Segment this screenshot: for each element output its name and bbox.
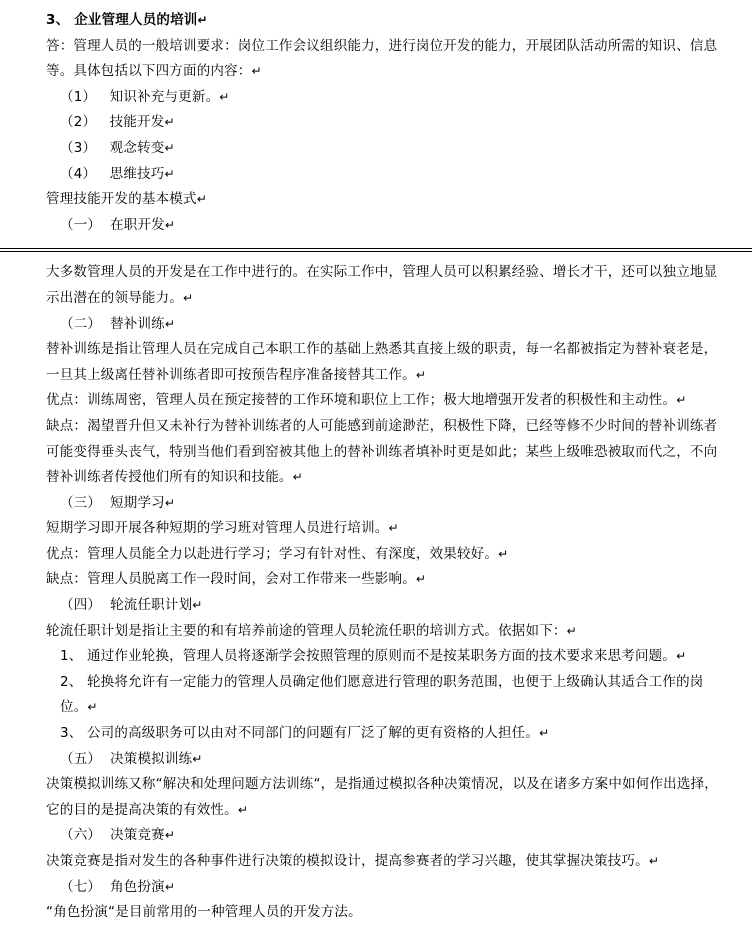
numbered-item-text: 1、 通过作业轮换，管理人员将逐渐学会按照管理的原则而不是按某职务方面的技术要求来思考问题。 xyxy=(60,648,677,665)
list-item xyxy=(46,213,730,239)
paragraph-mark: ↵ xyxy=(292,470,303,485)
list-item-text: （3） 观念转变 xyxy=(60,139,165,156)
paragraph-mark: ↵ xyxy=(219,89,230,104)
section-break-rule-bottom xyxy=(0,251,752,252)
paragraph-mark: ↵ xyxy=(164,316,176,331)
body-text: 优点：训练周密，管理人员在预定接替的工作环境和职位上工作；极大地增强开发者的积极性和主动性。 xyxy=(46,392,677,409)
body-paragraph xyxy=(46,772,730,823)
list-item-text: （三） 短期学习 xyxy=(60,494,165,511)
list-item-text: （二） 替补训练 xyxy=(60,315,165,332)
list-item xyxy=(46,312,730,338)
paragraph-mark: ↵ xyxy=(539,726,550,741)
body-paragraph xyxy=(46,542,730,568)
body-text: 大多数管理人员的开发是在工作中进行的。在实际工作中，管理人员可以积累经验、增长才干，还可以独立地显示出潜在的领导能力。 xyxy=(46,264,718,306)
paragraph-mark: ↵ xyxy=(196,192,207,207)
list-item xyxy=(46,875,730,901)
body-text: 轮流任职计划是指让主要的和有培养前途的管理人员轮流任职的培训方式。依据如下： xyxy=(46,622,567,639)
paragraph-mark: ↵ xyxy=(388,521,399,536)
list-item xyxy=(46,162,730,188)
body-text: 优点：管理人员能全力以赴进行学习；学习有针对性、有深度，效果较好。 xyxy=(46,545,499,562)
paragraph-mark: ↵ xyxy=(566,623,577,638)
paragraph-mark: ↵ xyxy=(415,572,427,587)
body-text: “角色扮演“是目前常用的一种管理人员的开发方法。 xyxy=(46,904,362,921)
list-item xyxy=(46,85,730,111)
paragraph-mark: ↵ xyxy=(164,166,175,181)
body-paragraph xyxy=(46,619,730,645)
list-item-text: （四） 轮流任职计划 xyxy=(60,597,193,614)
body-text: 缺点：管理人员脱离工作一段时间，会对工作带来一些影响。 xyxy=(46,571,416,588)
paragraph-mark: ↵ xyxy=(164,140,175,155)
paragraph-mark: ↵ xyxy=(87,700,98,715)
body-text: 决策竞赛是指对发生的各种事件进行决策的模拟设计，提高参赛者的学习兴趣，使其掌握决策技巧。 xyxy=(46,853,649,869)
body-paragraph xyxy=(46,900,730,926)
body-paragraph xyxy=(46,516,730,542)
paragraph-mark: ↵ xyxy=(648,854,660,868)
body-text: 替补训练是指让管理人员在完成自己本职工作的基础上熟悉其直接上级的职责，每一名都被指定为替补衰老是，一旦其上级离任替补训练者即可按预告程序准备接替其工作。 xyxy=(46,341,718,383)
body-paragraph xyxy=(46,849,730,875)
paragraph-mark: ↵ xyxy=(237,802,249,817)
list-item-text: （2） 技能开发 xyxy=(60,114,165,131)
list-item xyxy=(46,747,730,773)
body-paragraph xyxy=(46,260,730,311)
body-text: 缺点：渴望晋升但又未补行为替补训练者的人可能感到前途渺茫，积极性下降，已经等修不少时间的替补训练者可能变得垂头丧气，特别当他们看到窑被其他上的替补训练者填补时更是如此；某些上级唯恐被取而代之，不向替补训练者传授他们所有的知识和技能。 xyxy=(46,417,718,486)
list-item-text: （七） 角色扮演 xyxy=(60,878,165,895)
paragraph-mark: ↵ xyxy=(164,495,176,510)
paragraph-mark: ↵ xyxy=(192,598,203,613)
numbered-item xyxy=(46,721,730,747)
list-item-text: （六） 决策竞赛 xyxy=(60,827,165,844)
answer-text: 答：管理人员的一般培训要求：岗位工作会议组织能力，进行岗位开发的能力，开展团队活动所需的知识、信息等。具体包括以下四方面的内容： xyxy=(46,37,718,80)
list-item xyxy=(46,823,730,849)
list-item-text: （五） 决策模拟训练 xyxy=(60,750,193,767)
body-paragraph xyxy=(46,337,730,388)
list-item-text: （1） 知识补充与更新。 xyxy=(60,88,220,105)
subheading-text: 管理技能开发的基本模式 xyxy=(46,191,197,208)
subheading xyxy=(46,187,730,213)
paragraph-mark: ↵ xyxy=(164,828,176,843)
section-heading xyxy=(46,8,730,34)
list-item xyxy=(46,136,730,162)
paragraph-mark: ↵ xyxy=(197,13,208,27)
numbered-item xyxy=(46,644,730,670)
body-paragraph xyxy=(46,388,730,414)
list-item xyxy=(46,593,730,619)
answer-paragraph xyxy=(46,34,730,85)
numbered-item-text: 2、 轮换将允许有一定能力的管理人员确定他们愿意进行管理的职务范围，也便于上级确认其适合工作的岗位。 xyxy=(60,673,704,716)
list-item xyxy=(46,491,730,517)
paragraph-mark: ↵ xyxy=(676,649,687,664)
paragraph-mark: ↵ xyxy=(164,115,175,130)
section-break-rule-top xyxy=(0,248,752,249)
section-break xyxy=(46,240,730,258)
body-text: 短期学习即开展各种短期的学习班对管理人员进行培训。 xyxy=(46,520,389,537)
paragraph-mark: ↵ xyxy=(192,751,203,766)
numbered-item xyxy=(46,670,730,721)
heading-text: 3、 企业管理人员的培训 xyxy=(46,12,198,28)
body-paragraph xyxy=(46,567,730,593)
paragraph-mark: ↵ xyxy=(164,879,176,894)
list-item-text: （4） 思维技巧 xyxy=(60,165,165,182)
numbered-item-text: 3、 公司的高级职务可以由对不同部门的问题有厂泛了解的更有资格的人担任。 xyxy=(60,725,540,742)
body-paragraph xyxy=(46,414,730,491)
paragraph-mark: ↵ xyxy=(676,393,687,408)
list-item xyxy=(46,110,730,136)
paragraph-mark: ↵ xyxy=(251,64,262,79)
paragraph-mark: ↵ xyxy=(415,367,427,382)
list-item-text: （一） 在职开发 xyxy=(60,216,165,233)
paragraph-mark: ↵ xyxy=(498,546,509,561)
body-text: 决策模拟训练又称“解决和处理问题方法训练“，是指通过模拟各种决策情况，以及在诸多方案中如何作出选择，它的目的是提高决策的有效性。 xyxy=(46,776,718,818)
paragraph-mark: ↵ xyxy=(183,290,194,305)
paragraph-mark: ↵ xyxy=(164,217,176,232)
